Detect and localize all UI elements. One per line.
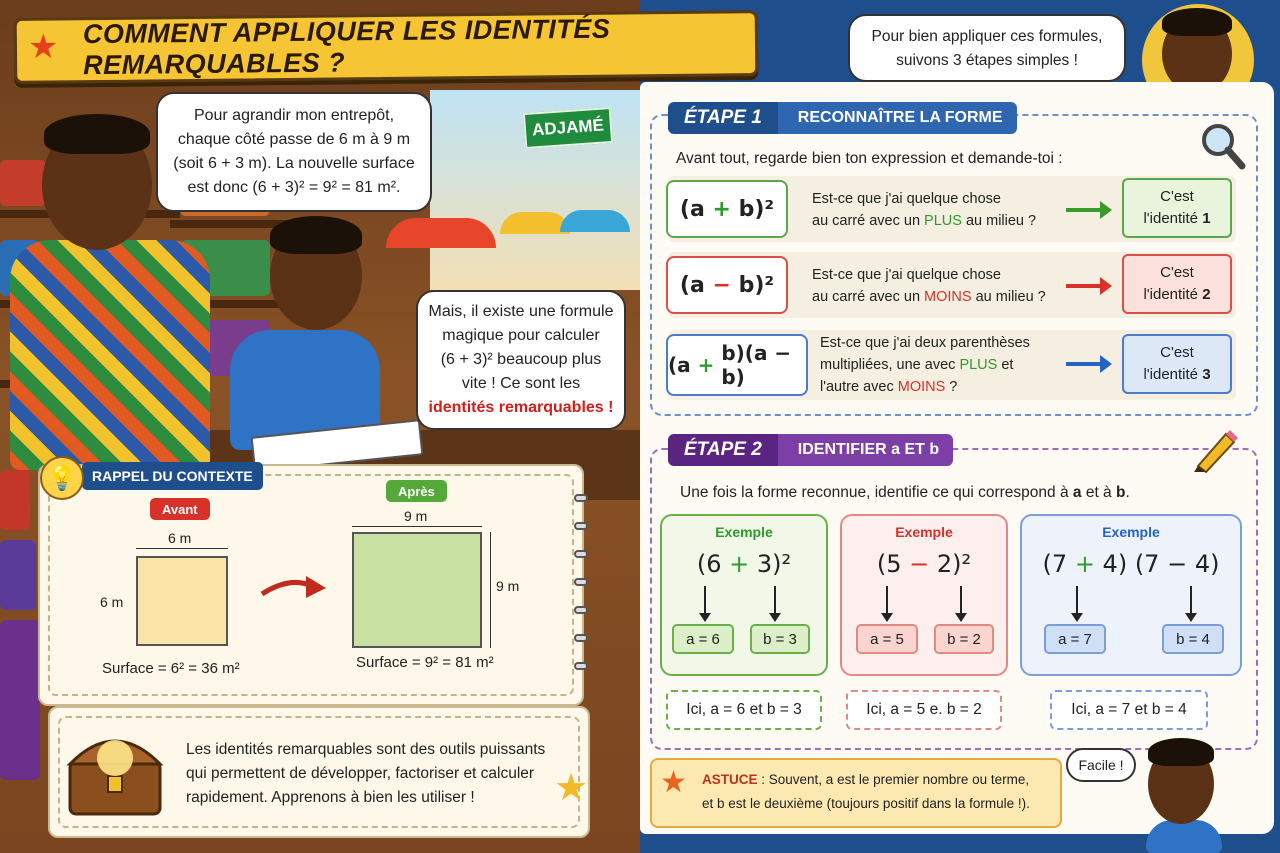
value-b: b = 3 xyxy=(750,624,810,654)
star-icon: ★ xyxy=(554,765,589,809)
facile-speech-bubble: Facile ! xyxy=(1066,748,1136,782)
context-label: RAPPEL DU CONTEXTE xyxy=(82,462,263,490)
identity-line: C'est xyxy=(1160,344,1194,361)
identity-line: C'est xyxy=(1160,188,1194,205)
question-text: au carré avec un xyxy=(812,289,925,305)
astuce-text xyxy=(702,768,1052,816)
umbrella xyxy=(386,218,496,248)
formula-3 xyxy=(666,334,808,396)
question-keyword: MOINS xyxy=(897,379,946,395)
formula-part: b)(a − b) xyxy=(721,341,792,389)
example-card-3 xyxy=(1020,514,1242,676)
identity-number: 1 xyxy=(1202,210,1211,227)
expr-part: (5 xyxy=(876,550,910,578)
mascot-hair xyxy=(1148,738,1214,766)
question-text: au milieu ? xyxy=(961,213,1037,229)
question-line: Est-ce que j'ai deux parenthèses xyxy=(820,335,1030,351)
bubble-line: magique pour calculer xyxy=(442,327,600,344)
fabric-roll xyxy=(0,620,40,780)
spiral xyxy=(574,578,588,586)
question-3 xyxy=(820,332,1030,398)
arrow-right-icon xyxy=(1066,362,1102,366)
example-card-2 xyxy=(840,514,1008,676)
after-side-top: 9 m xyxy=(404,508,428,524)
step1-tag xyxy=(668,102,1017,134)
identity-text: l'identité xyxy=(1143,210,1203,227)
expr-operator: + xyxy=(1074,550,1095,578)
formula-part: (a xyxy=(679,272,705,298)
star-icon: ★ xyxy=(28,27,59,67)
example-summary-3: Ici, a = 7 et b = 4 xyxy=(1050,690,1208,730)
value-b: b = 2 xyxy=(934,624,994,654)
bubble-line: chaque côté passe de 6 m à 9 m xyxy=(177,131,411,148)
bubble-line: suivons 3 étapes simples ! xyxy=(896,52,1078,69)
value-b: b = 4 xyxy=(1162,624,1224,654)
example-card-1 xyxy=(660,514,828,676)
fabric-roll xyxy=(0,160,46,206)
bubble-line: est donc (6 + 3)² = 9² = 81 m². xyxy=(187,179,401,196)
intro-text: Une fois la forme reconnue, identifie ce qui correspond à xyxy=(680,484,1073,501)
top-speech-bubble xyxy=(848,14,1126,82)
formula-operator: + xyxy=(697,353,715,377)
fabric-roll xyxy=(0,540,36,610)
question-line xyxy=(820,354,1030,376)
umbrella xyxy=(560,210,630,232)
after-square xyxy=(352,532,482,648)
father-shirt xyxy=(10,240,210,470)
magnifier-icon xyxy=(1198,120,1246,170)
dimension-line xyxy=(352,526,482,527)
expr-operator: + xyxy=(729,550,750,578)
example-summary-2: Ici, a = 5 e. b = 2 xyxy=(846,690,1002,730)
example-summary-1: Ici, a = 6 et b = 3 xyxy=(666,690,822,730)
star-icon: ★ xyxy=(660,765,687,800)
question-line xyxy=(812,210,1036,232)
formula-operator: − xyxy=(712,272,731,298)
question-text: et xyxy=(997,357,1014,373)
father-speech-bubble xyxy=(156,92,432,212)
example-expression xyxy=(1022,550,1240,578)
astuce-line-text: : Souvent, a est le premier nombre ou terme, xyxy=(757,772,1030,787)
mascot-shirt xyxy=(1146,820,1222,853)
adjame-sign: ADJAMÉ xyxy=(523,107,613,149)
step2-title: IDENTIFIER a ET b xyxy=(778,434,953,466)
formula-part: b)² xyxy=(738,196,775,222)
identity-result-1 xyxy=(1122,178,1232,238)
bubble-line: Pour bien appliquer ces formules, xyxy=(871,28,1103,45)
arrow-right-icon xyxy=(260,568,330,604)
spiral xyxy=(574,522,588,530)
intro-a: a xyxy=(1072,484,1082,501)
expr-part: (6 xyxy=(696,550,730,578)
astuce-title: ASTUCE xyxy=(702,772,758,787)
spiral xyxy=(574,606,588,614)
down-arrow-icon xyxy=(960,586,962,616)
question-text: ? xyxy=(945,379,958,395)
bulb-icon: 💡 xyxy=(40,456,84,500)
question-keyword: PLUS xyxy=(959,357,998,373)
intro-text: . xyxy=(1125,484,1130,501)
value-a: a = 7 xyxy=(1044,624,1106,654)
question-text: multipliées, une avec xyxy=(820,357,960,373)
tip-text xyxy=(186,738,576,810)
expr-part: 4) (7 − 4) xyxy=(1094,550,1220,578)
down-arrow-icon xyxy=(1190,586,1192,616)
question-keyword: PLUS xyxy=(924,213,962,229)
identity-number: 2 xyxy=(1202,286,1211,303)
example-expression xyxy=(842,550,1006,578)
down-arrow-icon xyxy=(704,586,706,616)
step1-title: RECONNAÎTRE LA FORME xyxy=(778,102,1017,134)
before-side-left: 6 m xyxy=(100,594,124,610)
tip-line: rapidement. Apprenons à bien les utiliser ! xyxy=(186,789,475,806)
boy-hair xyxy=(270,216,362,254)
spiral xyxy=(574,550,588,558)
identity-result-3 xyxy=(1122,334,1232,394)
pencil-icon xyxy=(1190,426,1238,474)
mascot-hair xyxy=(1162,8,1232,36)
bubble-highlight: identités remarquables ! xyxy=(428,399,614,416)
identity-text: l'identité xyxy=(1143,286,1203,303)
bubble-line: Pour agrandir mon entrepôt, xyxy=(193,107,395,124)
bubble-line: (6 + 3)² beaucoup plus xyxy=(440,351,602,368)
question-line xyxy=(820,376,1030,398)
bubble-line: Mais, il existe une formule xyxy=(428,303,614,320)
identity-line: C'est xyxy=(1160,264,1194,281)
intro-text: et à xyxy=(1081,484,1116,501)
astuce-line xyxy=(702,768,1052,792)
down-arrow-icon xyxy=(774,586,776,616)
example-label: Exemple xyxy=(715,524,773,540)
expr-part: 3)² xyxy=(749,550,792,578)
intro-b: b xyxy=(1115,484,1126,501)
expr-part: (7 xyxy=(1042,550,1075,578)
formula-part: (a xyxy=(679,196,705,222)
before-side-top: 6 m xyxy=(168,530,192,546)
value-a: a = 5 xyxy=(856,624,918,654)
formula-part: b)² xyxy=(738,272,775,298)
step1-number: ÉTAPE 1 xyxy=(668,102,778,134)
example-label: Exemple xyxy=(1102,524,1160,540)
step2-intro xyxy=(680,484,1130,502)
dimension-line xyxy=(136,548,228,549)
treasure-chest-icon xyxy=(62,722,172,822)
identity-line xyxy=(1124,208,1230,230)
down-arrow-icon xyxy=(1076,586,1078,616)
example-expression xyxy=(662,550,826,578)
after-surface: Surface = 9² = 81 m² xyxy=(356,654,494,671)
question-text: au milieu ? xyxy=(971,289,1046,305)
identity-line xyxy=(1124,284,1230,306)
boy-speech-bubble xyxy=(416,290,626,430)
question-1 xyxy=(812,188,1036,232)
before-square xyxy=(136,556,228,646)
identity-text: l'identité xyxy=(1143,366,1203,383)
fabric-roll xyxy=(0,470,30,530)
spiral xyxy=(574,494,588,502)
bubble-line: (soit 6 + 3 m). La nouvelle surface xyxy=(173,155,415,172)
identity-result-2 xyxy=(1122,254,1232,314)
formula-operator: + xyxy=(712,196,731,222)
question-line xyxy=(812,286,1046,308)
after-side-right: 9 m xyxy=(496,578,520,594)
question-text: l'autre avec xyxy=(820,379,898,395)
question-keyword: MOINS xyxy=(924,289,972,305)
step2-number: ÉTAPE 2 xyxy=(668,434,778,466)
bubble-line: vite ! Ce sont les xyxy=(461,375,581,392)
formula-2 xyxy=(666,256,788,314)
down-arrow-icon xyxy=(886,586,888,616)
spiral xyxy=(574,662,588,670)
formula-part: (a xyxy=(668,353,691,377)
question-line: Est-ce que j'ai quelque chose xyxy=(812,267,1001,283)
formula-1 xyxy=(666,180,788,238)
identity-number: 3 xyxy=(1202,366,1211,383)
value-a: a = 6 xyxy=(672,624,734,654)
dimension-line xyxy=(490,532,491,648)
arrow-right-icon xyxy=(1066,208,1102,212)
astuce-line: et b est le deuxième (toujours positif dans la formule !). xyxy=(702,796,1030,811)
step2-tag xyxy=(668,434,953,466)
before-surface: Surface = 6² = 36 m² xyxy=(102,660,240,677)
tip-line: Les identités remarquables sont des outils puissants xyxy=(186,741,546,758)
step1-intro: Avant tout, regarde bien ton expression et demande-toi : xyxy=(676,150,1063,167)
arrow-right-icon xyxy=(1066,284,1102,288)
shelf xyxy=(170,220,290,228)
page-title: COMMENT APPLIQUER LES IDENTITÉS REMARQUABLES ? xyxy=(82,13,611,81)
title-banner xyxy=(14,10,759,84)
question-2 xyxy=(812,264,1046,308)
expr-operator: − xyxy=(909,550,930,578)
father-hair xyxy=(44,114,150,154)
example-label: Exemple xyxy=(895,524,953,540)
question-line: Est-ce que j'ai quelque chose xyxy=(812,191,1001,207)
expr-part: 2)² xyxy=(929,550,972,578)
tip-line: qui permettent de développer, factoriser et calculer xyxy=(186,765,535,782)
before-label: Avant xyxy=(150,498,210,520)
identity-line xyxy=(1124,364,1230,386)
question-text: au carré avec un xyxy=(812,213,925,229)
spiral xyxy=(574,634,588,642)
after-label: Après xyxy=(386,480,447,502)
